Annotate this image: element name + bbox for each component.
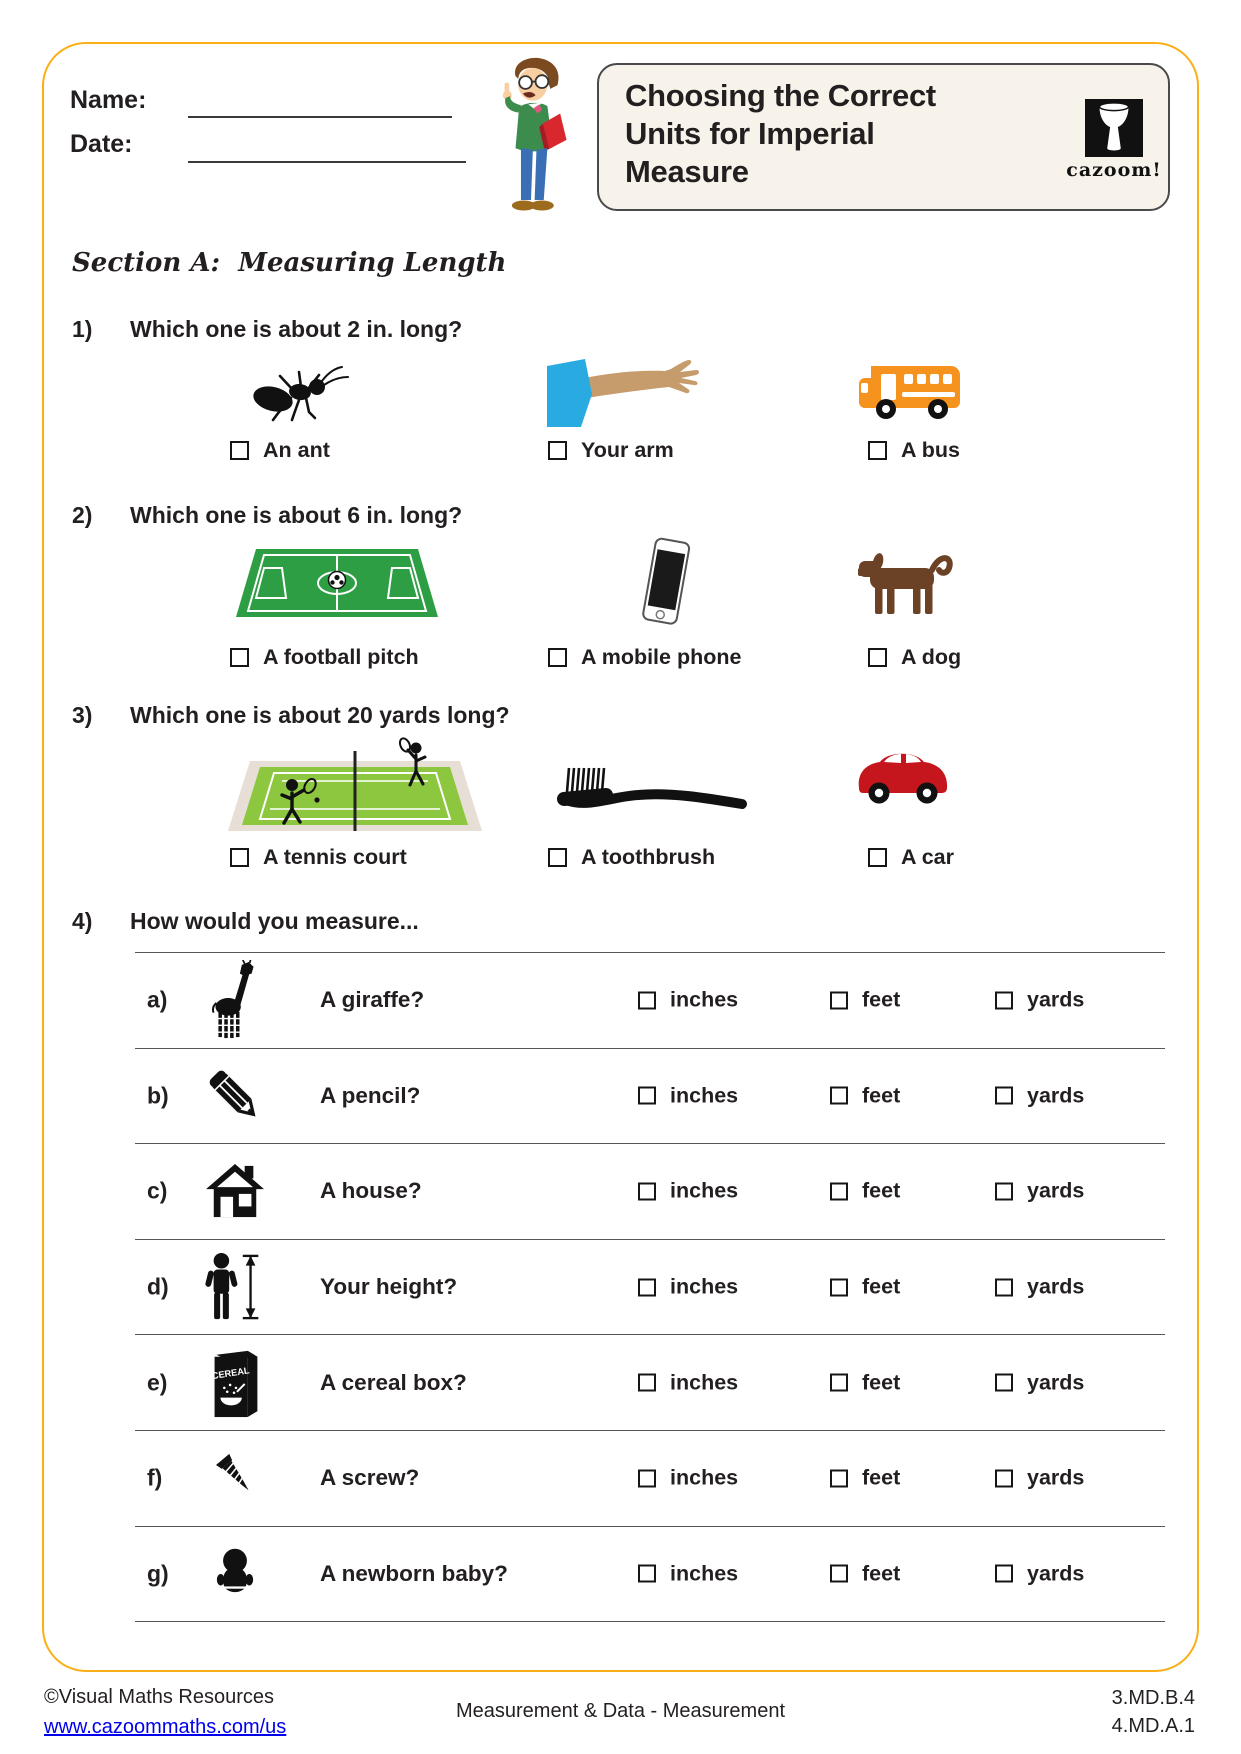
dog-icon — [858, 548, 953, 616]
unit-label: yards — [1027, 1178, 1085, 1203]
unit-label: inches — [670, 987, 739, 1012]
row-item: A cereal box? — [320, 1369, 467, 1395]
option-label: A toothbrush — [581, 845, 716, 869]
option-label: A bus — [901, 438, 960, 462]
unit-label: yards — [1027, 1083, 1085, 1108]
unit-option-inches — [638, 1275, 738, 1300]
height-measure-icon — [190, 1252, 280, 1322]
checkbox-screw-inches[interactable] — [638, 1469, 656, 1487]
name-label: Name: — [70, 86, 147, 114]
checkbox-cereal-inches[interactable] — [638, 1374, 656, 1392]
arm-icon — [545, 352, 703, 428]
option-an-ant — [230, 438, 330, 463]
measure-table — [135, 952, 1165, 1622]
checkbox-height-inches[interactable] — [638, 1278, 656, 1296]
website-link[interactable]: www.cazoommaths.com/us — [44, 1716, 287, 1738]
unit-option-yards — [995, 1083, 1084, 1108]
option-a-car — [868, 845, 954, 870]
screw-icon — [190, 1453, 280, 1503]
checkbox-height-feet[interactable] — [830, 1278, 848, 1296]
page-title-line3: Measure — [625, 154, 749, 189]
unit-label: yards — [1027, 987, 1085, 1012]
unit-label: inches — [670, 1178, 739, 1203]
checkbox-baby-feet[interactable] — [830, 1565, 848, 1583]
unit-option-inches — [638, 1179, 738, 1204]
date-input-line[interactable] — [188, 161, 466, 163]
unit-option-feet — [830, 988, 900, 1013]
checkbox-a-football-pitch[interactable] — [230, 648, 249, 667]
unit-label: feet — [862, 1370, 901, 1395]
unit-label: inches — [670, 1274, 739, 1299]
option-label: Your arm — [581, 438, 674, 462]
car-icon — [850, 744, 955, 812]
option-label: An ant — [263, 438, 330, 462]
option-a-football-pitch — [230, 645, 419, 670]
option-label: A car — [901, 845, 954, 869]
unit-label: yards — [1027, 1274, 1085, 1299]
unit-label: inches — [670, 1561, 739, 1586]
checkbox-a-car[interactable] — [868, 848, 887, 867]
unit-label: yards — [1027, 1561, 1085, 1586]
row-letter: b) — [147, 1082, 169, 1109]
row-item: A newborn baby? — [320, 1560, 508, 1586]
checkbox-house-yards[interactable] — [995, 1182, 1013, 1200]
unit-label: feet — [862, 1274, 901, 1299]
table-row-house — [135, 1144, 1165, 1240]
page-title-line2: Units for Imperial — [625, 116, 875, 151]
table-row-screw — [135, 1431, 1165, 1527]
unit-option-feet — [830, 1275, 900, 1300]
row-item: Your height? — [320, 1274, 458, 1300]
question-4-number: 4) — [72, 908, 93, 934]
row-letter: a) — [147, 986, 168, 1013]
footer-standards — [1112, 1684, 1195, 1740]
checkbox-baby-yards[interactable] — [995, 1565, 1013, 1583]
unit-option-yards — [995, 1179, 1084, 1204]
pencil-icon — [190, 1067, 280, 1125]
checkbox-giraffe-feet[interactable] — [830, 991, 848, 1009]
question-1-number: 1) — [72, 316, 93, 342]
section-a-heading: Section A: Measuring Length — [72, 248, 507, 278]
question-4-text: How would you measure... — [130, 908, 419, 934]
name-input-line[interactable] — [188, 116, 452, 118]
unit-label: yards — [1027, 1370, 1085, 1395]
checkbox-your-arm[interactable] — [548, 441, 567, 460]
unit-label: feet — [862, 1465, 901, 1490]
tennis-court-icon — [220, 737, 490, 841]
unit-label: feet — [862, 1083, 901, 1108]
unit-option-yards — [995, 1561, 1084, 1586]
unit-option-feet — [830, 1370, 900, 1395]
table-row-cereal-box — [135, 1335, 1165, 1431]
checkbox-screw-yards[interactable] — [995, 1469, 1013, 1487]
row-letter: e) — [147, 1369, 168, 1396]
question-1-text: Which one is about 2 in. long? — [130, 316, 463, 342]
checkbox-cereal-yards[interactable] — [995, 1374, 1013, 1392]
checkbox-a-bus[interactable] — [868, 441, 887, 460]
option-label: A mobile phone — [581, 645, 742, 669]
standard-code-1: 3.MD.B.4 — [1111, 1687, 1195, 1709]
row-letter: c) — [147, 1177, 168, 1204]
checkbox-house-feet[interactable] — [830, 1182, 848, 1200]
mobile-phone-icon — [637, 536, 693, 628]
unit-option-inches — [638, 1466, 738, 1491]
checkbox-a-tennis-court[interactable] — [230, 848, 249, 867]
checkbox-height-yards[interactable] — [995, 1278, 1013, 1296]
unit-label: inches — [670, 1465, 739, 1490]
row-item: A pencil? — [320, 1082, 421, 1108]
table-row-height — [135, 1240, 1165, 1336]
checkbox-pencil-inches[interactable] — [638, 1087, 656, 1105]
row-item: A giraffe? — [320, 987, 425, 1013]
footer-topic: Measurement & Data - Measurement — [455, 1700, 786, 1722]
table-row-baby — [135, 1527, 1165, 1623]
option-label: A dog — [901, 645, 962, 669]
title-box — [597, 63, 1170, 211]
unit-option-inches — [638, 988, 738, 1013]
baby-icon — [190, 1548, 280, 1600]
checkbox-cereal-feet[interactable] — [830, 1374, 848, 1392]
row-letter: d) — [147, 1273, 169, 1300]
cazoom-logo-text: cazoom! — [1066, 159, 1162, 181]
unit-label: feet — [862, 1561, 901, 1586]
unit-option-feet — [830, 1083, 900, 1108]
checkbox-a-dog[interactable] — [868, 648, 887, 667]
unit-label: inches — [670, 1083, 739, 1108]
football-pitch-icon — [232, 546, 442, 620]
date-label: Date: — [70, 130, 133, 158]
unit-option-yards — [995, 988, 1084, 1013]
unit-option-inches — [638, 1370, 738, 1395]
unit-option-feet — [830, 1561, 900, 1586]
copyright-text: ©Visual Maths Resources — [44, 1686, 275, 1708]
question-2-text: Which one is about 6 in. long? — [130, 502, 463, 528]
unit-label: inches — [670, 1370, 739, 1395]
cazoom-logo-icon — [1085, 99, 1143, 157]
unit-label: feet — [862, 1178, 901, 1203]
row-item: A house? — [320, 1178, 422, 1204]
unit-option-yards — [995, 1370, 1084, 1395]
standard-code-2: 4.MD.A.1 — [1111, 1715, 1195, 1737]
checkbox-baby-inches[interactable] — [638, 1565, 656, 1583]
page-title: Choosing the Correct — [625, 78, 936, 113]
option-a-toothbrush — [548, 845, 715, 870]
checkbox-pencil-feet[interactable] — [830, 1087, 848, 1105]
unit-label: yards — [1027, 1465, 1085, 1490]
cereal-label: CEREAL — [211, 1364, 251, 1381]
question-3-number: 3) — [72, 702, 93, 728]
option-a-dog — [868, 645, 961, 670]
unit-option-inches — [638, 1083, 738, 1108]
option-label: A tennis court — [263, 845, 407, 869]
cereal-box-icon — [190, 1347, 280, 1419]
table-row-pencil — [135, 1049, 1165, 1145]
checkbox-a-mobile-phone[interactable] — [548, 648, 567, 667]
unit-label: feet — [862, 987, 901, 1012]
unit-option-yards — [995, 1275, 1084, 1300]
row-letter: f) — [147, 1464, 163, 1491]
checkbox-pencil-yards[interactable] — [995, 1087, 1013, 1105]
checkbox-house-inches[interactable] — [638, 1182, 656, 1200]
option-your-arm — [548, 438, 674, 463]
checkbox-screw-feet[interactable] — [830, 1469, 848, 1487]
teacher-cartoon-illustration — [490, 46, 572, 232]
checkbox-a-toothbrush[interactable] — [548, 848, 567, 867]
table-row-giraffe — [135, 953, 1165, 1049]
unit-option-feet — [830, 1466, 900, 1491]
unit-option-feet — [830, 1179, 900, 1204]
question-2-number: 2) — [72, 502, 93, 528]
school-bus-icon — [857, 352, 967, 426]
ant-icon — [243, 362, 363, 422]
giraffe-icon — [190, 960, 280, 1040]
option-label: A football pitch — [263, 645, 419, 669]
unit-option-yards — [995, 1466, 1084, 1491]
toothbrush-icon — [552, 762, 752, 820]
option-a-bus — [868, 438, 960, 463]
row-item: A screw? — [320, 1465, 420, 1491]
row-letter: g) — [147, 1560, 169, 1587]
option-a-mobile-phone — [548, 645, 741, 670]
unit-option-inches — [638, 1561, 738, 1586]
option-a-tennis-court — [230, 845, 407, 870]
question-3-text: Which one is about 20 yards long? — [130, 702, 510, 728]
checkbox-giraffe-inches[interactable] — [638, 991, 656, 1009]
checkbox-giraffe-yards[interactable] — [995, 991, 1013, 1009]
checkbox-an-ant[interactable] — [230, 441, 249, 460]
house-icon — [190, 1163, 280, 1219]
